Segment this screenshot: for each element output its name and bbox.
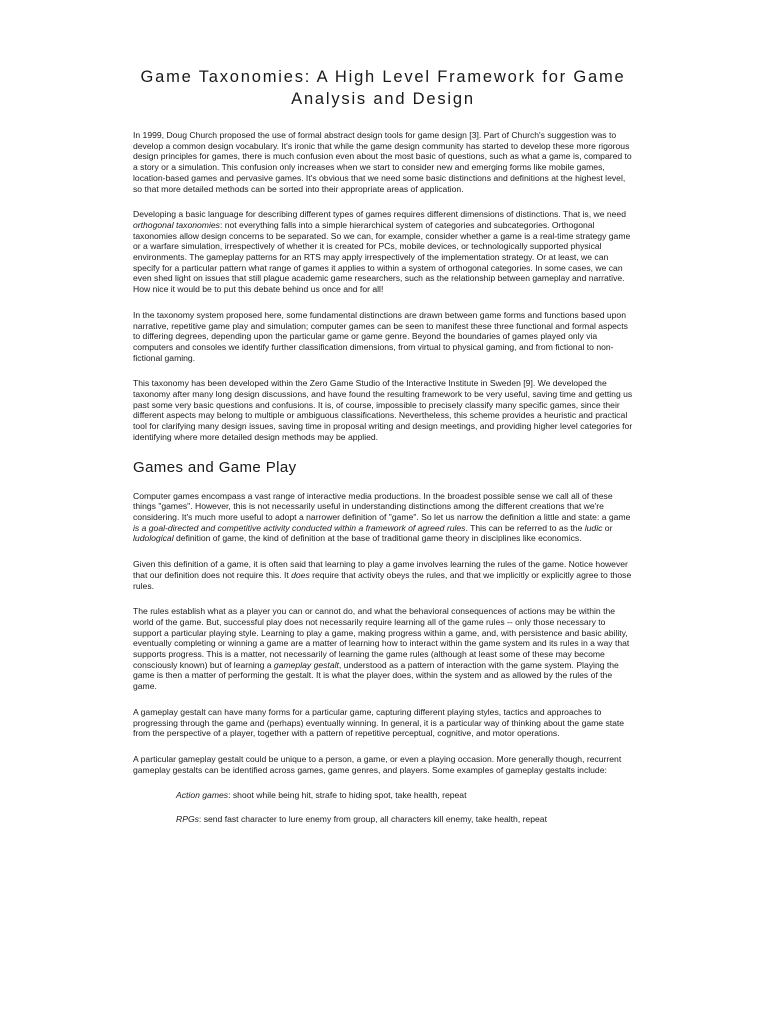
intro-paragraph-4: This taxonomy has been developed within the Zero Game Studio of the Interactive Institute in Sweden [9]. We developed the taxonomy after many long design discussions, and have found the resulting framework to be very useful, saving time and getting us past some very basic questions and confusions. It is, of course, impossible to precisely classify many specific games, since their different aspects may belong to multiple or ambiguous classifications. Nevertheless, this scheme provides a heuristic and practical tool for clarifying many design issues, saving time in proposal writing and design meetings, and providing higher level categories for identifying where more detailed design methods may be applied.: [133, 378, 633, 442]
emphasis-text: gameplay gestalt: [273, 659, 339, 670]
text-run: Given this definition of a game, it is often said that learning to play a game involves learning the rules of the game. Notice however that our definition does not require this. It: [133, 559, 628, 580]
section-paragraph-1: [133, 491, 633, 545]
emphasis-text: orthogonal taxonomies: [133, 219, 220, 230]
document-page: [133, 66, 633, 838]
text-run: definition of game, the kind of definition at the base of traditional game theory in disciplines like economics.: [173, 533, 582, 544]
text-run: or: [602, 522, 613, 533]
title-line-1: Game Taxonomies: A High Level Framework for Game: [140, 68, 626, 86]
example-label: RPGs: [176, 814, 199, 825]
text-run: The rules establish what as a player you can or cannot do, and what the behavioral consequences of actions may be within the world of the game. But, successful play does not necessarily require learning all of the game rules -- only those necessary to support a particular playing style. Learning to play a game, making progress within a game, and, with persistence and basic ability, eventually completing or winning a game are a matter of learning how to interact within the game system and its rules in a way that supports progress. This is a matter, not necessarily of learning the game rules (although at least some of these may become consciously known) but of learning a: [133, 606, 630, 670]
emphasis-text: does: [291, 569, 310, 580]
text-run: . This can be referred to as the: [465, 522, 585, 533]
intro-paragraph-2: [133, 209, 633, 295]
section-paragraph-2: [133, 559, 633, 591]
emphasis-text: is a goal-directed and competitive activity conducted within a framework of agreed rules: [133, 522, 466, 533]
text-run: Computer games encompass a vast range of interactive media productions. In the broadest possible sense we call all of these things "games". However, this is not necessarily useful in understanding distinctions among the different creations that we're considering. It's much more useful to adopt a narrower definition of "game". So let us narrow the definition a little and state: a game: [133, 490, 631, 522]
section-paragraph-4: A gameplay gestalt can have many forms for a particular game, capturing different playing styles, tactics and approaches to progressing through the game and (perhaps) eventually winning. In general, it is a particular way of thinking about the game state from the perspective of a player, together with a pattern of repetitive perceptual, cognitive, and motor operations.: [133, 706, 625, 739]
example-text: : shoot while being hit, strafe to hiding spot, take health, repeat: [228, 790, 467, 801]
text-run: Developing a basic language for describing different types of games requires different dimensions of distinctions. That is, we need: [133, 209, 626, 220]
intro-paragraph-1: In 1999, Doug Church proposed the use of formal abstract design tools for game design [3]. Part of Church's suggestion was to develop a common design vocabulary. It's ironic that while the game design community has started to develop these more rigorous design principles for games, there is much confusion even about the most basic of questions, such as what a game is, compared to a story or a simulation. This confusion only increases when we start to consider new and emerging forms like mobile games, location-based games and pervasive games. It's obvious that we need some basic distinctions and definitions at the highest level, so that more detailed methods can be sorted into their appropriate areas of application.: [133, 130, 632, 194]
example-label: Action games: [176, 790, 229, 801]
example-item: [176, 814, 633, 825]
document-title: [133, 66, 633, 110]
section-paragraph-3: [133, 606, 633, 692]
section-paragraph-5: A particular gameplay gestalt could be unique to a person, a game, or even a playing occasion. More generally though, recurrent gameplay gestalts can be identified across games, game genres, and players. Some examples of gameplay gestalts include:: [133, 753, 622, 775]
text-run: require that activity obeys the rules, and that we implicitly or explicitly agree to those rules.: [133, 569, 632, 591]
section-heading: Games and Game Play: [133, 458, 297, 476]
example-text: : send fast character to lure enemy from group, all characters kill enemy, take health, repeat: [198, 814, 547, 825]
text-run: : not everything falls into a simple hierarchical system of categories and subcategories. Orthogonal taxonomies allow design concerns to be separated. So we can, for example, consider whether a game is a real-time strategy game or a warfare simulation, irrespectively of whether it is created for PCs, mobile devices, or technologically supported physical environments. The gameplay patterns for an RTS may apply irrespectively of the implementation strategy. Or at least, we can specify for a particular pattern what range of games it applies to within a system of orthogonal categories. In some cases, we can even shed light on issues that still plague academic game researchers, such as the relationship between gameplay and narrative. How nice it would be to put this debate behind us once and for all!: [133, 219, 631, 295]
emphasis-text: ludic: [584, 522, 603, 533]
text-run: , understood as a pattern of interaction with the game system. Playing the game is then a matter of performing the gestalt. It is what the player does, within the system and as allowed by the rules of the game.: [133, 659, 619, 692]
emphasis-text: ludological: [133, 533, 174, 544]
intro-paragraph-3: In the taxonomy system proposed here, some fundamental distinctions are drawn between game forms and functions based upon narrative, repetitive game play and simulation; computer games can be seen to manifest these three functional and formal aspects to differing degrees, depending upon the particular game or game genre. Beyond the boundaries of games played only via computers and consoles we identify further classification dimensions, from virtual to physical gaming, and from fictional to non-fictional gaming.: [133, 309, 628, 363]
example-item: [176, 790, 633, 801]
title-line-2: Analysis and Design: [291, 90, 475, 108]
